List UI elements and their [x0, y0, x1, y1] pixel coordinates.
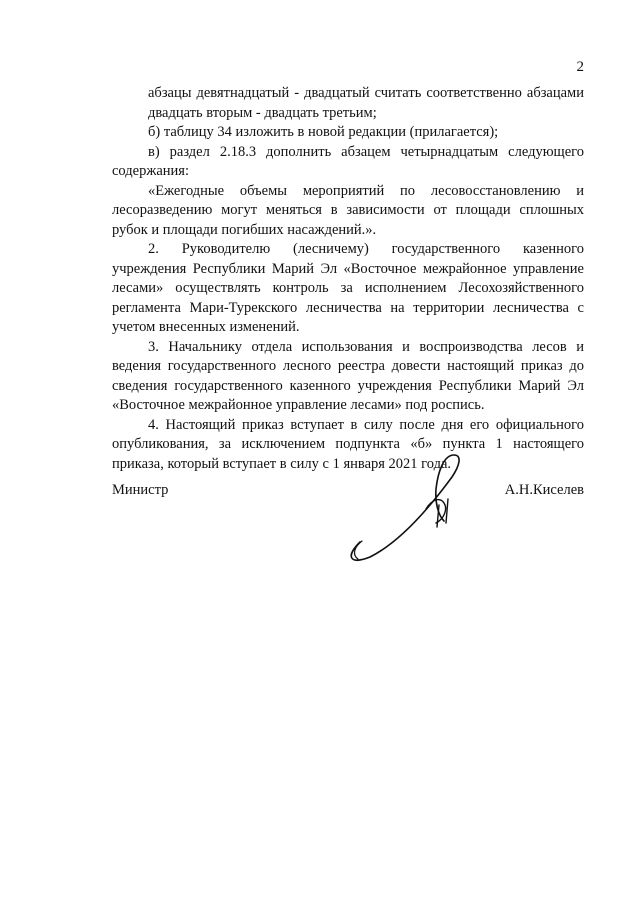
paragraph-point-4: 4. Настоящий приказ вступает в силу после дня его официального опубликования, за исключением подпункта «б» пункта 1 настоящего приказа, который вступает в силу с 1 января 2021 года.: [112, 416, 584, 472]
signer-name: А.Н.Киселев: [504, 482, 584, 498]
signature-icon: [340, 447, 480, 567]
paragraph-quote: «Ежегодные объемы мероприятий по лесовосстановлению и лесоразведению могут меняться в зависимости от площади сплошных рубок и площади погибших насаждений.».: [112, 182, 584, 238]
paragraph-item-b: б) таблицу 34 изложить в новой редакции (прилагается);: [148, 124, 499, 140]
page-number: 2: [576, 59, 584, 75]
signer-title: Министр: [112, 482, 169, 498]
paragraph-point-2: 2. Руководителю (лесничему) государственного казенного учреждения Республики Марий Эл «Восточное межрайонное управление лесами» осуществлять контроль за исполнением Лесохозяйственного регламента Мари-Турекского лесничества на территории лесничества с учетом внесенных изменений.: [112, 241, 584, 335]
paragraph-point-3: 3. Начальнику отдела использования и воспроизводства лесов и ведения государственного лесного реестра довести настоящий приказ до сведения государственного казенного учреждения Республики Марий Эл «Восточное межрайонное управление лесами» под роспись.: [112, 338, 584, 413]
document-body: [112, 84, 584, 474]
paragraph-continuation: абзацы девятнадцатый - двадцатый считать соответственно абзацами двадцать вторым - двадцать третьим;: [148, 85, 584, 121]
paragraph-item-v: в) раздел 2.18.3 дополнить абзацем четырнадцатым следующего содержания:: [112, 143, 584, 179]
